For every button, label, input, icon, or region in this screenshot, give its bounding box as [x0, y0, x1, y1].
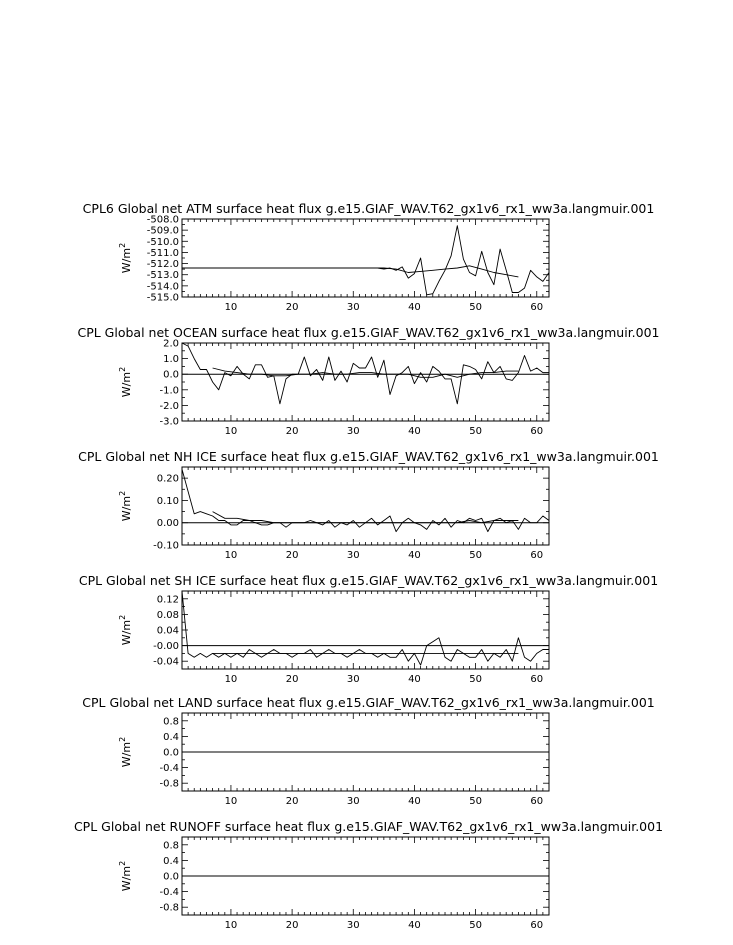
- x-tick-label: 20: [285, 302, 299, 313]
- y-tick-label: 0.00: [156, 518, 179, 530]
- x-tick-label: 10: [224, 426, 238, 437]
- x-tick-label: 10: [224, 302, 238, 313]
- x-tick-label: 20: [285, 550, 299, 561]
- x-tick-label: 30: [346, 426, 360, 437]
- y-tick-label: -0.4: [159, 887, 179, 899]
- x-tick-label: 50: [469, 302, 482, 313]
- y-tick-label: -509.0: [146, 225, 179, 237]
- y-tick-label: -3.0: [159, 416, 179, 428]
- x-tick-label: 60: [530, 550, 544, 561]
- x-tick-label: 10: [224, 796, 238, 807]
- y-tick-label: 0.10: [156, 495, 179, 507]
- y-tick-label: 0.4: [163, 855, 179, 867]
- series-line-smoothed: [213, 512, 519, 523]
- y-tick-label: 0.08: [156, 609, 179, 621]
- x-tick-label: 30: [346, 550, 360, 561]
- chart-title: CPL6 Global net ATM surface heat flux g.e15.GIAF_WAV.T62_gx1v6_rx1_ww3a.langmuir.001: [82, 201, 655, 216]
- x-tick-label: 30: [346, 796, 360, 807]
- y-tick-label: 0.4: [163, 731, 179, 743]
- chart-panel-6: [74, 819, 663, 931]
- x-tick-label: 10: [224, 920, 238, 931]
- y-axis-label-exponent: 2: [118, 736, 127, 742]
- x-tick-label: 50: [469, 920, 482, 931]
- y-axis-label: [118, 861, 133, 891]
- y-tick-label: -508.0: [146, 214, 179, 226]
- y-tick-label: 0.0: [163, 871, 179, 883]
- x-tick-label: 40: [408, 796, 421, 807]
- y-tick-label: -511.0: [146, 247, 179, 259]
- y-tick-label: -2.0: [159, 400, 179, 412]
- x-tick-label: 30: [346, 674, 360, 685]
- y-axis-label-exponent: 2: [118, 614, 127, 620]
- x-tick-label: 60: [530, 920, 544, 931]
- x-tick-label: 40: [408, 302, 421, 313]
- y-tick-label: 0.12: [156, 594, 179, 606]
- y-axis-label-exponent: 2: [118, 860, 127, 866]
- x-tick-label: 60: [530, 426, 544, 437]
- x-tick-label: 40: [408, 920, 421, 931]
- x-tick-label: 20: [285, 796, 299, 807]
- y-tick-label: -0.4: [159, 763, 179, 775]
- chart-panel-2: [77, 325, 659, 437]
- y-axis-label: [118, 491, 133, 521]
- series-line-annual: [182, 226, 549, 295]
- plot-frame: [182, 467, 549, 545]
- y-axis-label-unit: W/m: [120, 371, 133, 398]
- x-tick-label: 10: [224, 550, 238, 561]
- y-tick-label: 0.0: [163, 369, 179, 381]
- chart-title: CPL Global net SH ICE surface heat flux g.e15.GIAF_WAV.T62_gx1v6_rx1_ww3a.langmuir.001: [78, 573, 659, 588]
- x-tick-label: 20: [285, 674, 299, 685]
- y-axis-label-unit: W/m: [120, 741, 133, 768]
- y-tick-label: -0.10: [153, 540, 179, 552]
- x-tick-label: 60: [530, 302, 544, 313]
- y-tick-label: -0.04: [153, 656, 179, 668]
- y-axis-label-exponent: 2: [118, 366, 127, 372]
- y-tick-label: -512.0: [146, 259, 179, 271]
- x-tick-label: 30: [346, 920, 360, 931]
- y-tick-label: 1.0: [163, 354, 179, 366]
- y-tick-label: -1.0: [159, 385, 179, 397]
- y-axis-label: [118, 615, 133, 645]
- x-tick-label: 30: [346, 302, 360, 313]
- plot-frame: [182, 219, 549, 297]
- series-line-smoothed: [213, 368, 519, 377]
- y-tick-label: -0.8: [159, 902, 179, 914]
- y-tick-label: -510.0: [146, 236, 179, 248]
- y-tick-label: -0.8: [159, 778, 179, 790]
- series-line-annual: [182, 343, 549, 404]
- y-tick-label: 0.04: [156, 625, 179, 637]
- y-tick-label: 0.0: [163, 747, 179, 759]
- y-axis-label: [118, 367, 133, 397]
- x-tick-label: 60: [530, 674, 544, 685]
- chart-title: CPL Global net RUNOFF surface heat flux g.e15.GIAF_WAV.T62_gx1v6_rx1_ww3a.langmuir.001: [73, 819, 664, 834]
- series-line-annual: [182, 591, 549, 665]
- chart-title: CPL Global net OCEAN surface heat flux g.e15.GIAF_WAV.T62_gx1v6_rx1_ww3a.langmuir.001: [77, 325, 660, 340]
- x-tick-label: 10: [224, 674, 238, 685]
- plot-frame: [182, 343, 549, 421]
- y-tick-label: -0.00: [153, 641, 179, 653]
- y-axis-label: [118, 737, 133, 767]
- chart-title: CPL Global net LAND surface heat flux g.e15.GIAF_WAV.T62_gx1v6_rx1_ww3a.langmuir.001: [82, 695, 655, 710]
- x-tick-label: 50: [469, 550, 482, 561]
- y-axis-label-unit: W/m: [120, 495, 133, 522]
- chart-panel-4: [79, 573, 658, 685]
- y-tick-label: -515.0: [146, 292, 179, 304]
- chart-panel-3: [78, 449, 659, 561]
- y-tick-label: 0.20: [156, 473, 179, 485]
- x-tick-label: 50: [469, 674, 482, 685]
- y-tick-label: -513.0: [146, 270, 179, 282]
- x-tick-label: 40: [408, 550, 421, 561]
- y-tick-label: 0.8: [163, 716, 179, 728]
- y-axis-label-exponent: 2: [118, 490, 127, 496]
- y-tick-label: -514.0: [146, 281, 179, 293]
- y-tick-label: 0.8: [163, 840, 179, 852]
- x-tick-label: 50: [469, 796, 482, 807]
- x-tick-label: 40: [408, 674, 421, 685]
- chart-panel-5: [82, 695, 654, 807]
- y-axis-label-unit: W/m: [120, 247, 133, 274]
- y-axis-label-unit: W/m: [120, 619, 133, 646]
- x-tick-label: 20: [285, 426, 299, 437]
- chart-title: CPL Global net NH ICE surface heat flux g.e15.GIAF_WAV.T62_gx1v6_rx1_ww3a.langmuir.001: [78, 449, 659, 464]
- x-tick-label: 40: [408, 426, 421, 437]
- chart-panel-1: [83, 201, 655, 313]
- y-axis-label-unit: W/m: [120, 865, 133, 892]
- x-tick-label: 60: [530, 796, 544, 807]
- y-tick-label: 2.0: [163, 338, 179, 350]
- plot-frame: [182, 591, 549, 669]
- y-axis-label: [118, 243, 133, 273]
- x-tick-label: 20: [285, 920, 299, 931]
- y-axis-label-exponent: 2: [118, 242, 127, 248]
- x-tick-label: 50: [469, 426, 482, 437]
